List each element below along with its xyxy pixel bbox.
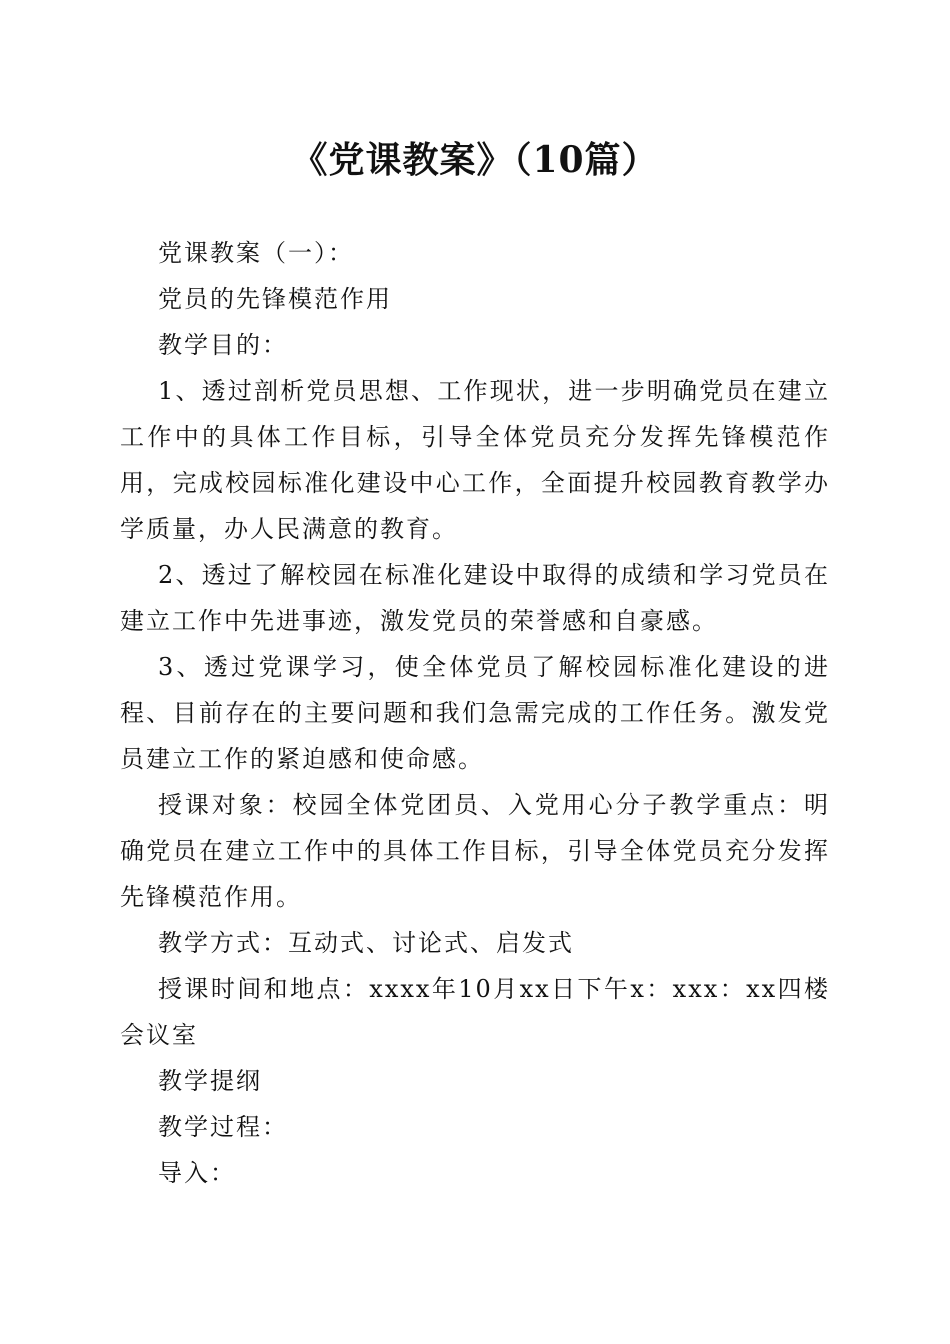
objective-item: 2、透过了解校园在标准化建设中取得的成绩和学习党员在建立工作中先进事迹，激发党员的荣誉感和自豪感。 [120,561,830,635]
lesson-topic: 党员的先锋模范作用 [158,285,392,313]
objective-item: 3、透过党课学习，使全体党员了解校园标准化建设的进程、目前存在的主要问题和我们急需完成的工作任务。激发党员建立工作的紧迫感和使命感。 [120,653,830,773]
intro-heading: 导入： [158,1159,236,1187]
objectives-heading: 教学目的： [158,331,288,359]
outline-heading: 教学提纲 [158,1067,262,1095]
audience-paragraph: 授课对象：校园全体党团员、入党用心分子教学重点：明确党员在建立工作中的具体工作目标，引导全体党员充分发挥先锋模范作用。 [120,791,830,911]
time-location: 授课时间和地点：xxxx年10月xx日下午x：xxx：xx四楼会议室 [120,975,830,1049]
teaching-method: 教学方式：互动式、讨论式、启发式 [158,929,574,957]
document-body [120,230,830,1196]
lesson-heading: 党课教案（一）： [158,239,354,267]
objective-item: 1、透过剖析党员思想、工作现状，进一步明确党员在建立工作中的具体工作目标，引导全体党员充分发挥先锋模范作用，完成校园标准化建设中心工作，全面提升校园教育教学办学质量，办人民满意的教育。 [120,377,830,543]
process-heading: 教学过程： [158,1113,288,1141]
document-title: 《党课教案》（10篇） [291,139,659,181]
